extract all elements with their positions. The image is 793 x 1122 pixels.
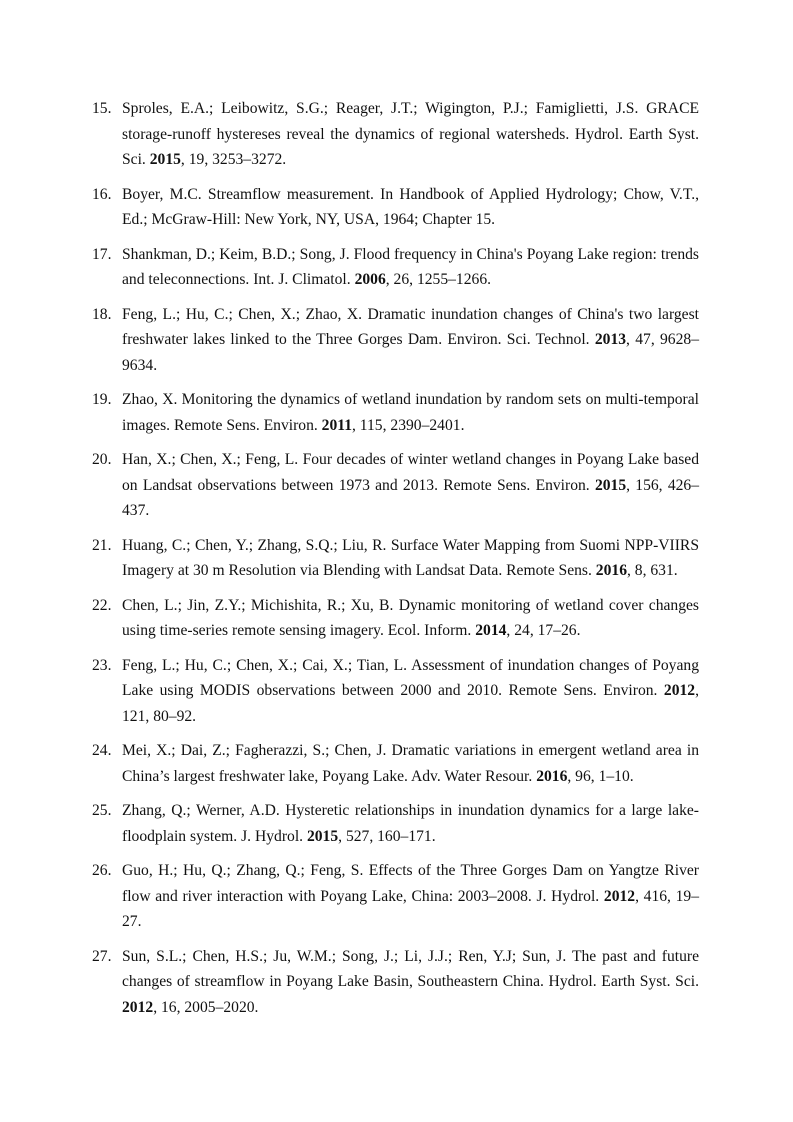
reference-number: 15. (92, 100, 112, 117)
reference-list (92, 96, 699, 1029)
reference-number: 16. (92, 185, 112, 203)
reference-year: 2016 (595, 562, 627, 579)
reference-details: , 115, 2390–2401. (352, 416, 465, 434)
reference-text: Boyer, M.C. Streamflow measurement. In Handbook of Applied Hydrology; Chow, V.T., Ed.; McGraw-Hill: New York, NY, USA, 1964; Chapter 15. (122, 185, 699, 228)
reference-text: Sproles, E.A.; Leibowitz, S.G.; Reager, J.T.; Wigington, P.J.; Famiglietti, J.S. GRACE storage-runoff hystereses reveal the dynamics of regional watersheds. Hydrol. Earth Syst. Sci. (122, 100, 699, 168)
reference-details: , 527, 160–171. (338, 827, 436, 845)
reference-text: Guo, H.; Hu, Q.; Zhang, Q.; Feng, S. Effects of the Three Gorges Dam on Yangtze River flow and river interaction with Poyang Lake, China: 2003–2008. J. Hydrol. (122, 862, 699, 905)
reference-item (92, 944, 699, 1021)
reference-item (92, 242, 699, 293)
reference-year: 2011 (321, 416, 352, 434)
reference-details: , 96, 1–10. (567, 767, 634, 785)
reference-year: 2006 (354, 271, 386, 288)
reference-number: 17. (92, 245, 112, 263)
reference-details: , 19, 3253–3272. (180, 151, 287, 168)
reference-number: 25. (92, 802, 112, 819)
reference-text: Han, X.; Chen, X.; Feng, L. Four decades of winter wetland changes in Poyang Lake based on Landsat observations between 1973 and 2013. Remote Sens. Environ. (122, 451, 699, 494)
reference-details: , 47, 9628–9634. (122, 331, 699, 374)
reference-item (92, 533, 699, 584)
reference-text: Feng, L.; Hu, C.; Chen, X.; Cai, X.; Tian, L. Assessment of inundation changes of Poyang Lake using MODIS observations between 2000 and 2010. Remote Sens. Environ. (122, 656, 699, 699)
reference-number: 24. (92, 742, 112, 759)
reference-details: , 156, 426–437. (122, 476, 700, 519)
reference-year: 2014 (475, 622, 507, 639)
reference-number: 26. (92, 862, 112, 879)
reference-item (92, 858, 699, 935)
reference-year: 2012 (663, 682, 696, 699)
reference-number: 19. (92, 391, 112, 408)
reference-year: 2013 (594, 331, 627, 348)
reference-item (92, 593, 699, 644)
reference-text: Chen, L.; Jin, Z.Y.; Michishita, R.; Xu, B. Dynamic monitoring of wetland cover changes using time-series remote sensing imagery. Ecol. Inform. (122, 596, 699, 639)
reference-number: 21. (92, 536, 112, 554)
reference-year: 2015 (594, 476, 627, 494)
reference-number: 27. (92, 947, 112, 965)
reference-text: Zhao, X. Monitoring the dynamics of wetland inundation by random sets on multi-temporal images. Remote Sens. Environ. (122, 391, 699, 434)
reference-number: 18. (92, 305, 112, 323)
reference-item (92, 738, 699, 789)
reference-item (92, 96, 699, 173)
reference-details: , 26, 1255–1266. (385, 271, 492, 288)
reference-number: 20. (92, 451, 112, 468)
reference-details: , 121, 80–92. (122, 682, 699, 725)
reference-text: Huang, C.; Chen, Y.; Zhang, S.Q.; Liu, R. Surface Water Mapping from Suomi NPP-VIIRS Imagery at 30 m Resolution via Blending with Landsat Data. Remote Sens. (122, 536, 699, 579)
reference-text: Shankman, D.; Keim, B.D.; Song, J. Flood frequency in China's Poyang Lake region: trends and teleconnections. Int. J. Climatol. (122, 245, 699, 288)
reference-item (92, 798, 699, 849)
reference-text: Mei, X.; Dai, Z.; Fagherazzi, S.; Chen, J. Dramatic variations in emergent wetland area in China’s largest freshwater lake, Poyang Lake. Adv. Water Resour. (122, 742, 699, 785)
reference-item (92, 653, 699, 730)
reference-text: Sun, S.L.; Chen, H.S.; Ju, W.M.; Song, J.; Li, J.J.; Ren, Y.J; Sun, J. The past and future changes of streamflow in Poyang Lake Basin, Southeastern China. Hydrol. Earth Syst. Sci. (122, 947, 699, 990)
reference-item (92, 447, 699, 524)
reference-details: , 8, 631. (626, 562, 678, 579)
reference-text: Feng, L.; Hu, C.; Chen, X.; Zhao, X. Dramatic inundation changes of China's two largest freshwater lakes linked to the Three Gorges Dam. Environ. Sci. Technol. (122, 305, 699, 348)
reference-item (92, 387, 699, 438)
reference-year: 2015 (149, 151, 181, 168)
reference-number: 22. (92, 596, 112, 614)
reference-number: 23. (92, 656, 112, 674)
reference-details: , 16, 2005–2020. (153, 998, 259, 1016)
reference-item (92, 182, 699, 233)
reference-year: 2015 (306, 827, 339, 845)
reference-year: 2012 (603, 887, 636, 905)
reference-details: , 24, 17–26. (506, 622, 581, 639)
reference-details: , 416, 19–27. (122, 887, 700, 930)
reference-year: 2016 (536, 767, 568, 785)
reference-text: Zhang, Q.; Werner, A.D. Hysteretic relationships in inundation dynamics for a large lake-floodplain system. J. Hydrol. (122, 802, 699, 845)
reference-item (92, 302, 699, 379)
reference-year: 2012 (122, 998, 154, 1016)
